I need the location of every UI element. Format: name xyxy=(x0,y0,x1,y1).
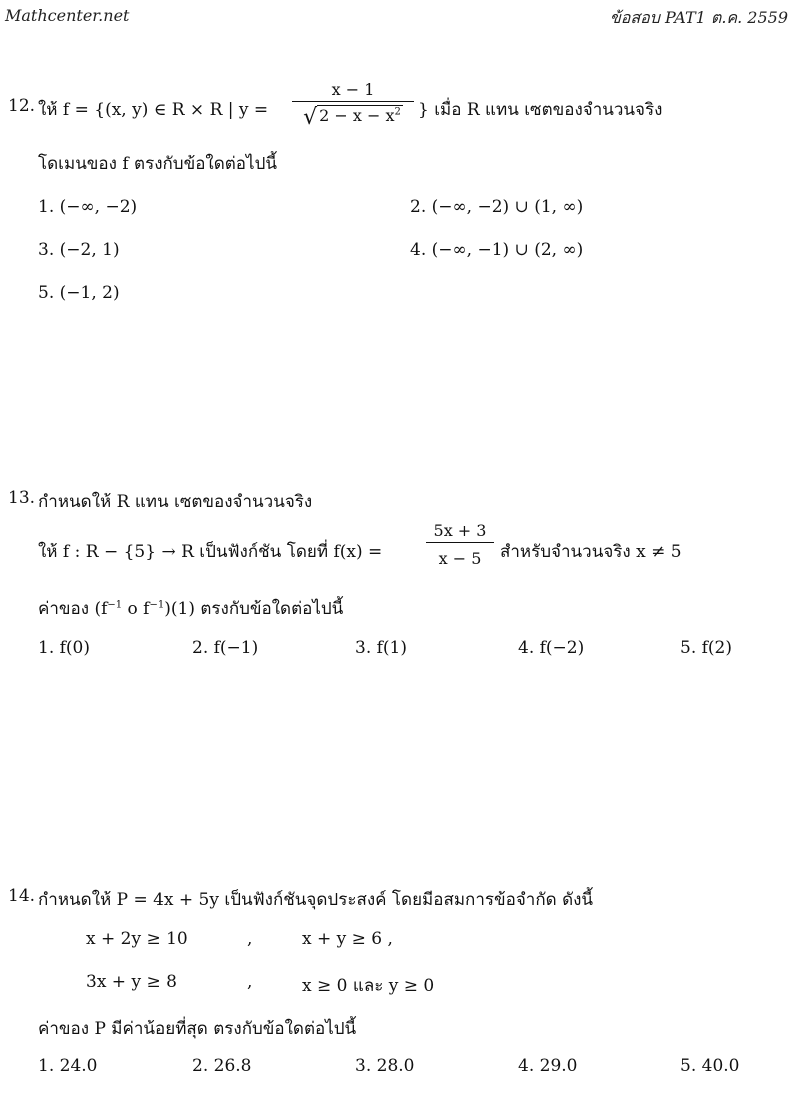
q12-choice-2[interactable]: 2. (−∞, −2) ∪ (1, ∞) xyxy=(410,197,584,217)
q13-denominator: x − 5 xyxy=(438,549,482,568)
q14-prompt: ค่าของ P มีค่าน้อยที่สุด ตรงกับข้อใดต่อไปนี้ xyxy=(38,1019,357,1039)
q12-tail: } เมื่อ R แทน เซตของจำนวนจริง xyxy=(418,100,663,120)
q13-line2-tail: สำหรับจำนวนจริง x ≠ 5 xyxy=(500,542,682,562)
q12-numerator: x − 1 xyxy=(331,80,375,99)
site-name: Mathcenter.net xyxy=(5,6,130,25)
q13-fraction xyxy=(426,521,494,568)
q12-fraction xyxy=(292,80,414,130)
q14-constraint-1: x + 2y ≥ 10 xyxy=(86,929,188,949)
q13-choice-2[interactable]: 2. f(−1) xyxy=(192,638,259,658)
q14-choice-1[interactable]: 1. 24.0 xyxy=(38,1056,98,1076)
exam-title: ข้อสอบ PAT1 ต.ค. 2559 xyxy=(609,8,788,27)
q12-choice-4[interactable]: 4. (−∞, −1) ∪ (2, ∞) xyxy=(410,240,584,260)
q14-choice-2[interactable]: 2. 26.8 xyxy=(192,1056,252,1076)
q12-choice-5[interactable]: 5. (−1, 2) xyxy=(38,283,120,303)
q14-constraint-2: x + y ≥ 6 , xyxy=(302,929,393,949)
sqrt-icon: √ $2 - x - x^2$ xyxy=(303,105,401,130)
q12-prompt: โดเมนของ f ตรงกับข้อใดต่อไปนี้ xyxy=(38,154,277,174)
q14-number: 14. xyxy=(8,886,36,906)
q14-choice-5[interactable]: 5. 40.0 xyxy=(680,1056,740,1076)
q14-constraint-4: x ≥ 0 และ y ≥ 0 xyxy=(302,976,435,996)
q14-constraint-3: 3x + y ≥ 8 xyxy=(86,972,177,992)
q13-line1: กำหนดให้ R แทน เซตของจำนวนจริง xyxy=(38,492,313,512)
q13-prompt: ค่าของ ($f^{-1}$ o $f^{-1})(1)$ ตรงกับข้อใดต่อไปนี้ xyxy=(38,599,344,619)
q14-comma-1: , xyxy=(247,929,253,949)
q13-numerator: 5x + 3 xyxy=(433,521,487,540)
q12-lead: ให้ f = {(x, y) ∈ R × R | y = xyxy=(38,100,269,120)
q14-choice-4[interactable]: 4. 29.0 xyxy=(518,1056,578,1076)
q12-number: 12. xyxy=(8,96,36,116)
q13-choice-5[interactable]: 5. f(2) xyxy=(680,638,732,658)
q12-choice-1[interactable]: 1. (−∞, −2) xyxy=(38,197,138,217)
q13-choice-3[interactable]: 3. f(1) xyxy=(355,638,407,658)
q13-choice-4[interactable]: 4. f(−2) xyxy=(518,638,585,658)
q14-comma-2: , xyxy=(247,972,253,992)
q14-line1: กำหนดให้ P = 4x + 5y เป็นฟังก์ชันจุดประสงค์ โดยมีอสมการข้อจำกัด ดังนี้ xyxy=(38,890,594,910)
q13-choice-1[interactable]: 1. f(0) xyxy=(38,638,90,658)
q13-line2-lead: ให้ f : R − {5} → R เป็นฟังก์ชัน โดยที่ f(x) = xyxy=(38,542,383,562)
q13-number: 13. xyxy=(8,488,36,508)
q14-choice-3[interactable]: 3. 28.0 xyxy=(355,1056,415,1076)
q12-denominator xyxy=(292,102,414,130)
q12-choice-3[interactable]: 3. (−2, 1) xyxy=(38,240,120,260)
